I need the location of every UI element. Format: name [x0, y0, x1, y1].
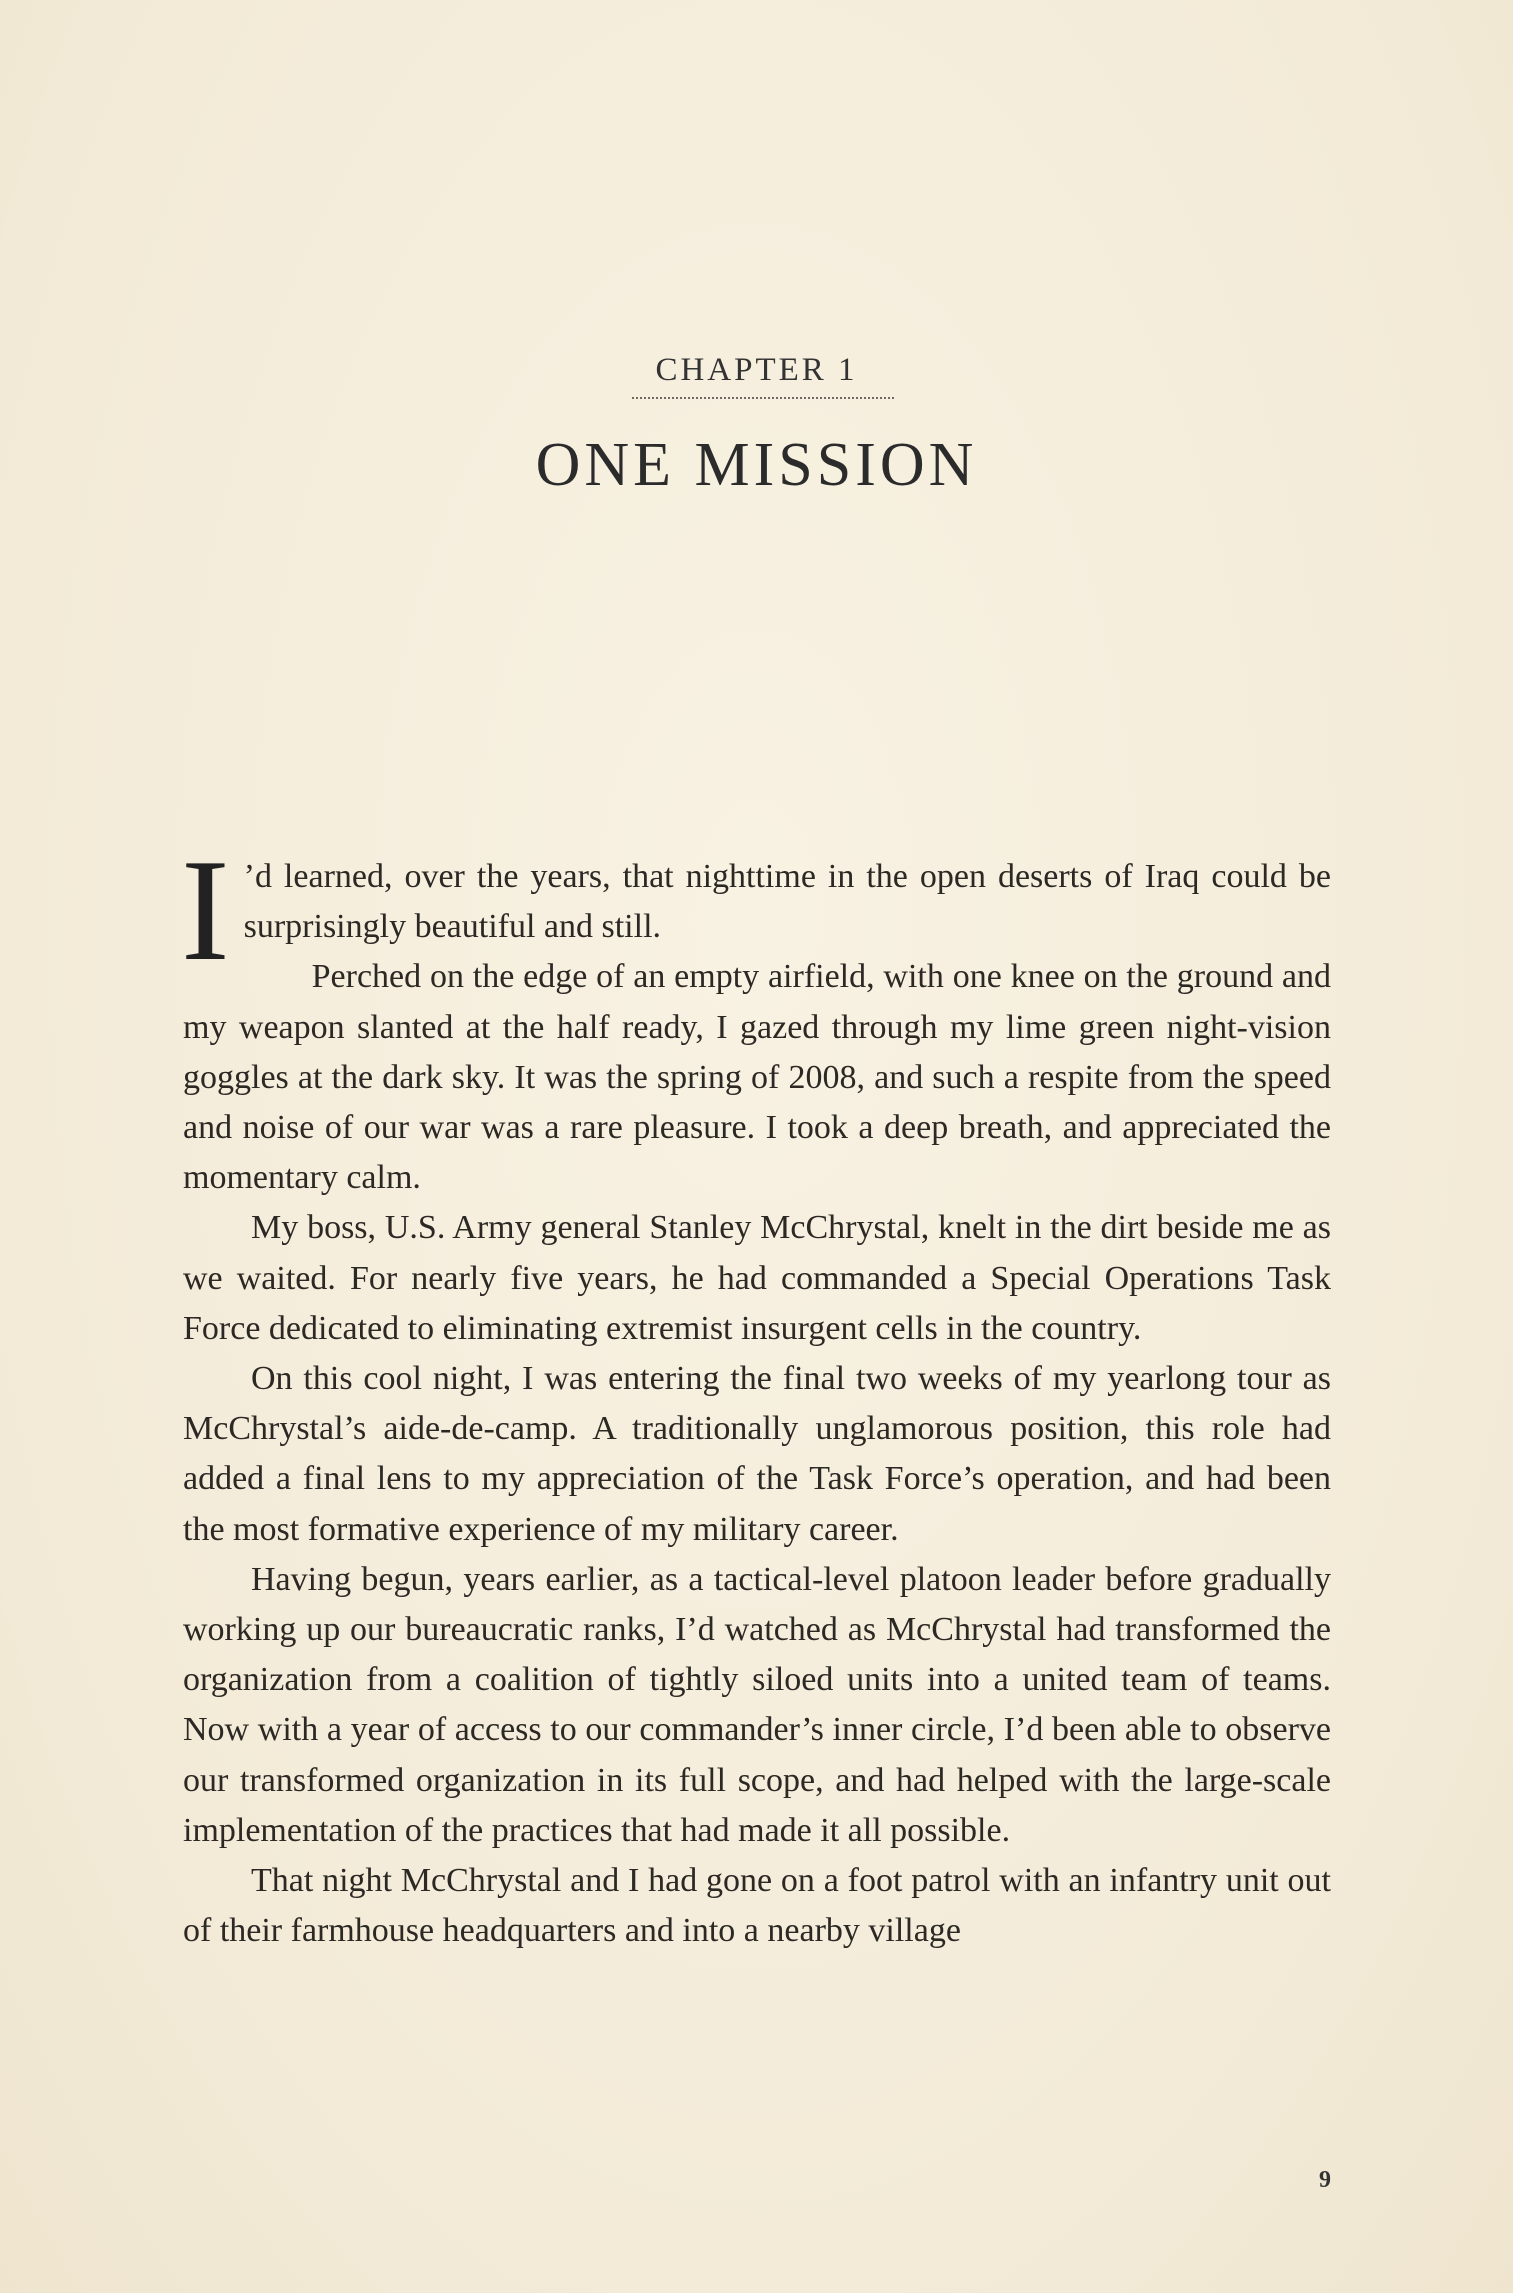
paragraph: That night McChrystal and I had gone on a foot patrol with an infantry unit out of their farmhouse headquarters and into a nearby village: [183, 1862, 1331, 1950]
paragraph: On this cool night, I was entering the final two weeks of my yearlong tour as McChrystal’s aide-de-camp. A traditionally unglamorous position, this role had added a final lens to my appreciation of the Task Force’s operation, and had been the most formative experience of my military career.: [183, 1360, 1331, 1548]
paragraph: My boss, U.S. Army general Stanley McChrystal, knelt in the dirt beside me as we waited. For nearly five years, he had commanded a Special Operations Task Force dedicated to eliminating extremist insurgent cells in the country.: [183, 1209, 1331, 1347]
drop-cap: I: [181, 829, 230, 991]
chapter-body: [181, 829, 1331, 1956]
chapter-title: ONE MISSION: [535, 431, 978, 499]
chapter-divider: [632, 397, 894, 399]
paragraph: Perched on the edge of an empty airfield, with one knee on the ground and my weapon slanted at the half ready, I gazed through my lime green night-vision goggles at the dark sky. It was the spring of 2008, and such a respite from the speed and noise of our war was a rare pleasure. I took a deep breath, and appreciated the momentary calm.: [183, 958, 1331, 1197]
chapter-label: CHAPTER 1: [655, 352, 858, 388]
opening-paragraph: [181, 829, 1331, 991]
paragraph-text: ’d learned, over the years, that nighttime in the open deserts of Iraq could be surprisingly beautiful and still.: [243, 858, 1331, 946]
paragraph: Having begun, years earlier, as a tactical-level platoon leader before gradually working up our bureaucratic ranks, I’d watched as McChrystal had transformed the organization from a coalition of tightly siloed units into a united team of teams. Now with a year of access to our commander’s inner circle, I’d been able to observe our transformed organization in its full scope, and had helped with the large-scale implementation of the practices that had made it all possible.: [183, 1560, 1331, 1849]
page-number: 9: [1319, 2167, 1331, 2193]
